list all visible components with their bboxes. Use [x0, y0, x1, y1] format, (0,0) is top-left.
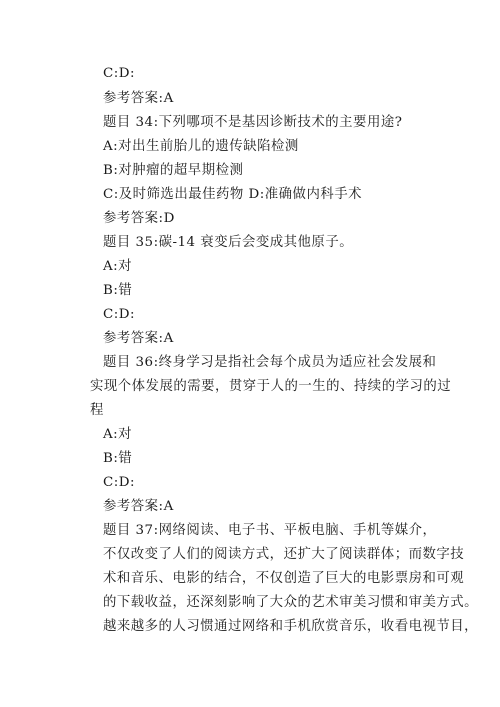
option-line: C:D:	[103, 307, 136, 322]
answer-line: 参考答案:D	[103, 211, 175, 226]
question-title: 题目 36:终身学习是指社会每个成员为适应社会发展和	[103, 355, 437, 370]
answer-line: 参考答案:A	[103, 91, 174, 106]
question-title: 题目 34:下列哪项不是基因诊断技术的主要用途?	[103, 115, 403, 130]
question-text-line: 实现个体发展的需要，贯穿于人的一生的、持续的学习的过	[90, 379, 452, 394]
question-text-line: 不仅改变了人们的阅读方式，还扩大了阅读群体；而数字技	[103, 547, 465, 562]
option-line: C:及时筛选出最佳药物 D:准确做内科手术	[103, 187, 363, 202]
question-text-line: 的下载收益，还深刻影响了大众的艺术审美习惯和审美方式。	[103, 595, 479, 610]
option-line: B:错	[103, 283, 133, 298]
option-line: B:对肿瘤的超早期检测	[103, 163, 244, 178]
option-line: A:对	[103, 259, 133, 274]
question-title: 题目 37:网络阅读、电子书、平板电脑、手机等媒介，	[103, 523, 437, 538]
option-line: A:对出生前胎儿的遗传缺陷检测	[103, 139, 299, 154]
question-title: 题目 35:碳-14 衰变后会变成其他原子。	[103, 235, 354, 250]
answer-line: 参考答案:A	[103, 499, 174, 514]
question-text-line: 越来越多的人习惯通过网络和手机欣赏音乐，收看电视节目，	[103, 619, 479, 634]
question-text-line: 程	[90, 403, 104, 418]
text-line: C:D:	[103, 66, 136, 81]
answer-line: 参考答案:A	[103, 331, 174, 346]
question-text-line: 术和音乐、电影的结合，不仅创造了巨大的电影票房和可观	[103, 571, 465, 586]
option-line: C:D:	[103, 475, 136, 490]
option-line: B:错	[103, 451, 133, 466]
option-line: A:对	[103, 427, 133, 442]
